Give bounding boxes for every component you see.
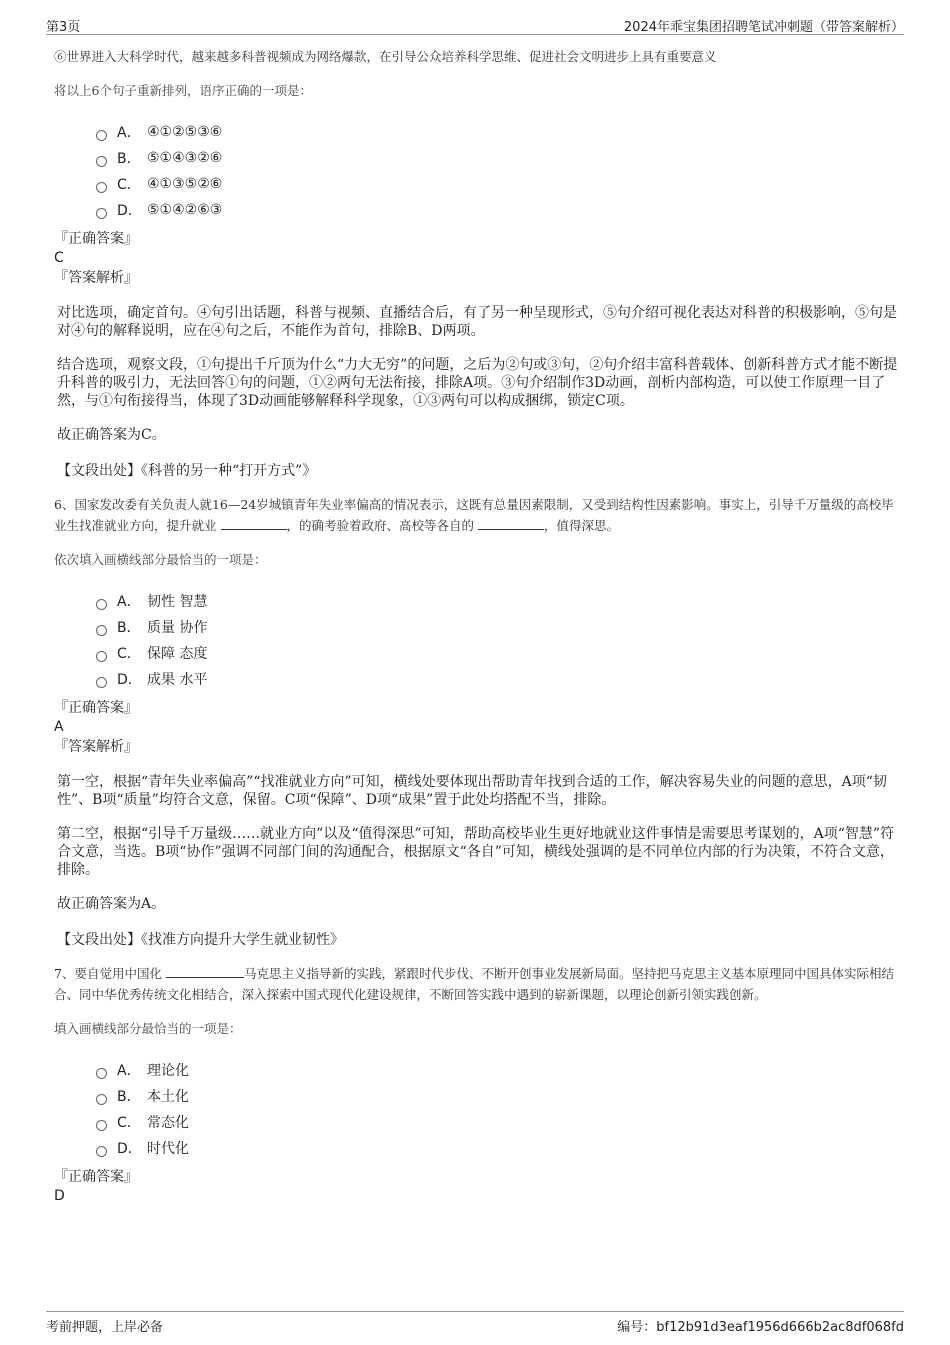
question-prompt: 依次填入画横线部分最恰当的一项是： <box>54 552 267 567</box>
analysis-paragraph: 第一空，根据“青年失业率偏高”“找准就业方向”可知，横线处要体现出帮助青年找到合适的工作，解决容易失业的问题的意思，A项“韧性”、B项“质量”均符合文意，保留。C项“保障”、D项“成果”置于此处均搭配不当，排除。 <box>57 774 887 808</box>
option-text: 本土化 <box>147 1089 189 1105</box>
option-text: 质量 协作 <box>147 620 208 636</box>
analysis-paragraph: 第二空，根据“引导千万量级……就业方向”以及“值得深思”可知，帮助高校毕业生更好地就业这件事情是需要思考谋划的，A项“智慧”符合文意，当选。B项“协作”强调不同部门间的沟通配合，根据原文“各自”可知，横线处强调的是不同单位内部的行为决策，不符合文意，排除。 <box>57 826 895 878</box>
option-list <box>96 1057 904 1161</box>
source-citation: 【文段出处】《科普的另一种“打开方式”》 <box>57 463 317 479</box>
option-text: 理论化 <box>147 1063 189 1079</box>
option-list <box>96 119 904 223</box>
page-content <box>54 46 904 1206</box>
option-a[interactable]: A． 理论化 <box>96 1057 904 1083</box>
radio-icon[interactable] <box>96 1146 107 1157</box>
option-text: ⑤①④②⑥③ <box>147 202 223 218</box>
question-prompt: 填入画横线部分最恰当的一项是： <box>54 1021 242 1036</box>
radio-icon[interactable] <box>96 1094 107 1105</box>
radio-icon[interactable] <box>96 625 107 636</box>
analysis-paragraph: 故正确答案为C。 <box>57 427 166 443</box>
radio-icon[interactable] <box>96 182 107 193</box>
answer-label: 『正确答案』 <box>54 700 138 716</box>
option-a[interactable]: A． ④①②⑤③⑥ <box>96 119 904 145</box>
radio-icon[interactable] <box>96 599 107 610</box>
analysis-body <box>54 773 904 913</box>
answer-value: A <box>54 719 64 735</box>
option-text: 成果 水平 <box>147 672 208 688</box>
radio-icon[interactable] <box>96 677 107 688</box>
option-d[interactable]: D． 时代化 <box>96 1135 904 1161</box>
page-header <box>46 14 904 35</box>
fill-blank <box>221 517 287 530</box>
question-6 <box>54 494 904 949</box>
analysis-label: 『答案解析』 <box>54 739 138 755</box>
option-list <box>96 588 904 692</box>
answer-value: C <box>54 250 64 266</box>
analysis-body <box>54 304 904 444</box>
question-prompt: 将以上6个句子重新排列，语序正确的一项是： <box>54 83 312 98</box>
option-b[interactable]: B． 本土化 <box>96 1083 904 1109</box>
option-text: 常态化 <box>147 1115 189 1131</box>
option-c[interactable]: C． 常态化 <box>96 1109 904 1135</box>
radio-icon[interactable] <box>96 651 107 662</box>
radio-icon[interactable] <box>96 1068 107 1079</box>
analysis-label: 『答案解析』 <box>54 270 138 286</box>
option-a[interactable]: A． 韧性 智慧 <box>96 588 904 614</box>
option-b[interactable]: B． 质量 协作 <box>96 614 904 640</box>
question-7 <box>54 963 904 1205</box>
question-5 <box>54 46 904 480</box>
option-b[interactable]: B． ⑤①④③②⑥ <box>96 145 904 171</box>
option-text: 保障 态度 <box>147 646 208 662</box>
document-title: 2024年乖宝集团招聘笔试冲刺题（带答案解析） <box>623 20 904 35</box>
page-number: 第3页 <box>46 20 81 35</box>
radio-icon[interactable] <box>96 130 107 141</box>
answer-label: 『正确答案』 <box>54 1169 138 1185</box>
source-citation: 【文段出处】《找准方向提升大学生就业韧性》 <box>57 932 344 948</box>
radio-icon[interactable] <box>96 1120 107 1131</box>
option-c[interactable]: C． 保障 态度 <box>96 640 904 666</box>
radio-icon[interactable] <box>96 208 107 219</box>
option-text: ④①③⑤②⑥ <box>147 176 223 192</box>
radio-icon[interactable] <box>96 156 107 167</box>
option-c[interactable]: C． ④①③⑤②⑥ <box>96 171 904 197</box>
answer-label: 『正确答案』 <box>54 231 138 247</box>
option-d[interactable]: D． 成果 水平 <box>96 666 904 692</box>
analysis-paragraph: 故正确答案为A。 <box>57 896 166 912</box>
answer-value: D <box>54 1188 65 1204</box>
question-stem: 6、国家发改委有关负责人就16—24岁城镇青年失业率偏高的情况表示，这既有总量因素限制，又受到结构性因素影响。事实上，引导千万量级的高校毕业生找准就业方向，提升就业 ，的确考验着政府、高校等各自的 ，值得深思。 <box>54 497 894 533</box>
page-footer <box>46 1311 904 1334</box>
sentence-6: ⑥世界进入大科学时代，越来越多科普视频成为网络爆款，在引导公众培养科学思维、促进社会文明进步上具有重要意义 <box>54 49 717 64</box>
document-serial: 编号：bf12b91d3eaf1956d666b2ac8df068fd <box>617 1320 904 1335</box>
option-text: ⑤①④③②⑥ <box>147 150 223 166</box>
option-text: 时代化 <box>147 1141 189 1157</box>
option-text: ④①②⑤③⑥ <box>147 124 223 140</box>
footer-slogan: 考前押题，上岸必备 <box>46 1320 164 1335</box>
option-d[interactable]: D． ⑤①④②⑥③ <box>96 197 904 223</box>
option-text: 韧性 智慧 <box>147 594 208 610</box>
question-stem: 7、要自觉用中国化 马克思主义指导新的实践，紧跟时代步伐、不断开创事业发展新局面。坚持把马克思主义基本原理同中国具体实际相结合、同中华优秀传统文化相结合，深入探索中国式现代化建设规律，不断回答实践中遇到的崭新课题，以理论创新引领实践创新。 <box>54 966 894 1002</box>
fill-blank <box>478 517 544 530</box>
analysis-paragraph: 结合选项，观察文段，①句提出千斤顶为什么“力大无穷”的问题，之后为②句或③句，②句介绍丰富科普载体、创新科普方式才能不断提升科普的吸引力，无法回答①句的问题，①②两句无法衔接，排除A项。③句介绍制作3D动画，剖析内部构造，可以使工作原理一目了然，与①句衔接得当，体现了3D动画能够解释科学现象，①③两句可以构成捆绑，锁定C项。 <box>57 357 898 409</box>
analysis-paragraph: 对比选项，确定首句。④句引出话题，科普与视频、直播结合后，有了另一种呈现形式，⑤句介绍可视化表达对科普的积极影响，⑤句是对④句的解释说明，应在④句之后，不能作为首句，排除B、D两项。 <box>57 305 897 339</box>
fill-blank <box>166 965 244 978</box>
